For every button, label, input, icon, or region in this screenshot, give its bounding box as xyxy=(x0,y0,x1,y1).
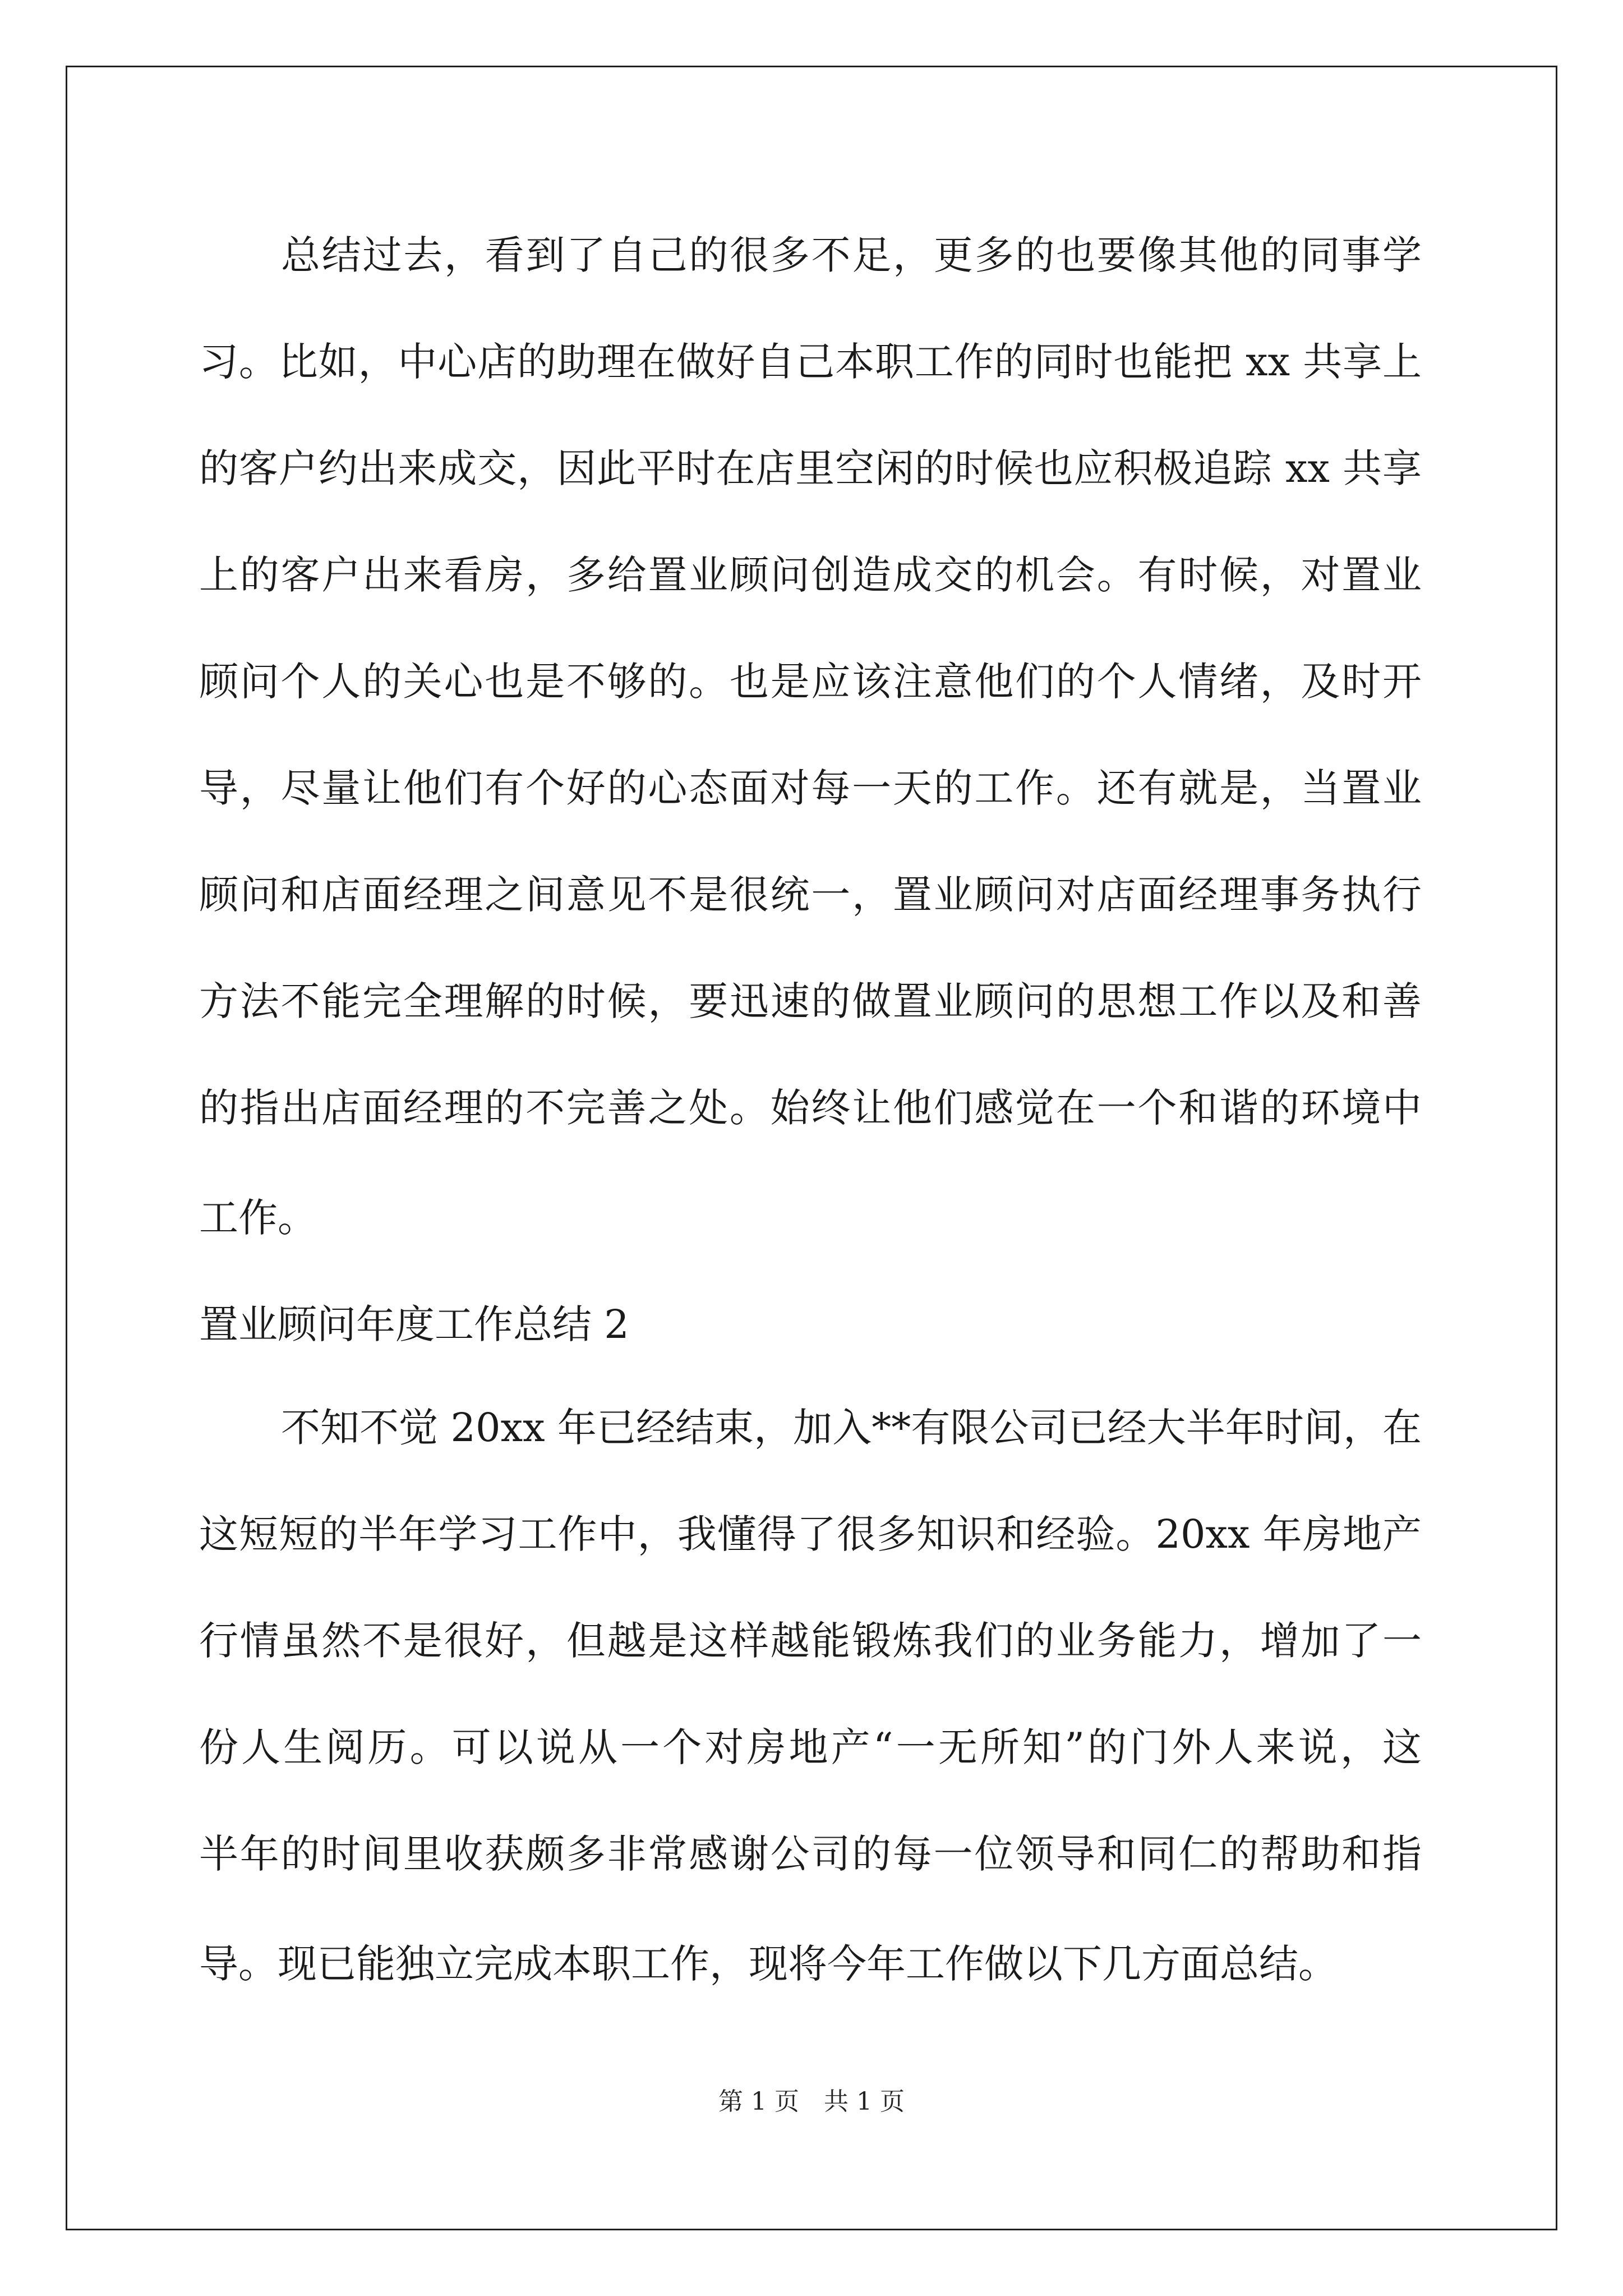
document-body xyxy=(199,202,1422,2014)
paragraph-line-last: 导。现已能独立完成本职工作，现将今年工作做以下几方面总结。 xyxy=(199,1940,1338,1987)
page-footer xyxy=(0,2081,1623,2117)
section-heading: 置业顾问年度工作总结 2 xyxy=(199,1301,629,1347)
paragraph-line: 的客户约出来成交，因此平时在店里空闲的时候也应积极追踪 xx 共享 xyxy=(199,445,1422,491)
paragraph-line: 不知不觉 20xx 年已经结束，加入**有限公司已经大半年时间，在 xyxy=(281,1405,1422,1451)
paragraph-line: 顾问个人的关心也是不够的。也是应该注意他们的个人情绪，及时开 xyxy=(199,659,1422,705)
paragraph-line: 份人生阅历。可以说从一个对房地产“一无所知”的门外人来说，这 xyxy=(199,1724,1422,1770)
paragraph-line: 习。比如，中心店的助理在做好自己本职工作的同时也能把 xx 共享上 xyxy=(199,339,1422,385)
paragraph-line: 方法不能完全理解的时候，要迅速的做置业顾问的思想工作以及和善 xyxy=(199,978,1422,1024)
paragraph-line: 导，尽量让他们有个好的心态面对每一天的工作。还有就是，当置业 xyxy=(199,765,1422,811)
page-number-current: 第 1 页 xyxy=(718,2087,799,2116)
paragraph-line: 总结过去，看到了自己的很多不足，更多的也要像其他的同事学 xyxy=(281,232,1422,278)
page-number-total: 共 1 页 xyxy=(824,2087,905,2116)
paragraph-line: 半年的时间里收获颇多非常感谢公司的每一位领导和同仁的帮助和指 xyxy=(199,1831,1422,1877)
paragraph-line: 的指出店面经理的不完善之处。始终让他们感觉在一个和谐的环境中 xyxy=(199,1085,1422,1131)
paragraph-line: 顾问和店面经理之间意见不是很统一，置业顾问对店面经理事务执行 xyxy=(199,872,1422,918)
paragraph-line: 行情虽然不是很好，但越是这样越能锻炼我们的业务能力，增加了一 xyxy=(199,1618,1422,1664)
paragraph-line: 上的客户出来看房，多给置业顾问创造成交的机会。有时候，对置业 xyxy=(199,552,1422,598)
paragraph-line-last: 工作。 xyxy=(199,1194,317,1241)
paragraph-line: 这短短的半年学习工作中，我懂得了很多知识和经验。20xx 年房地产 xyxy=(199,1511,1422,1557)
